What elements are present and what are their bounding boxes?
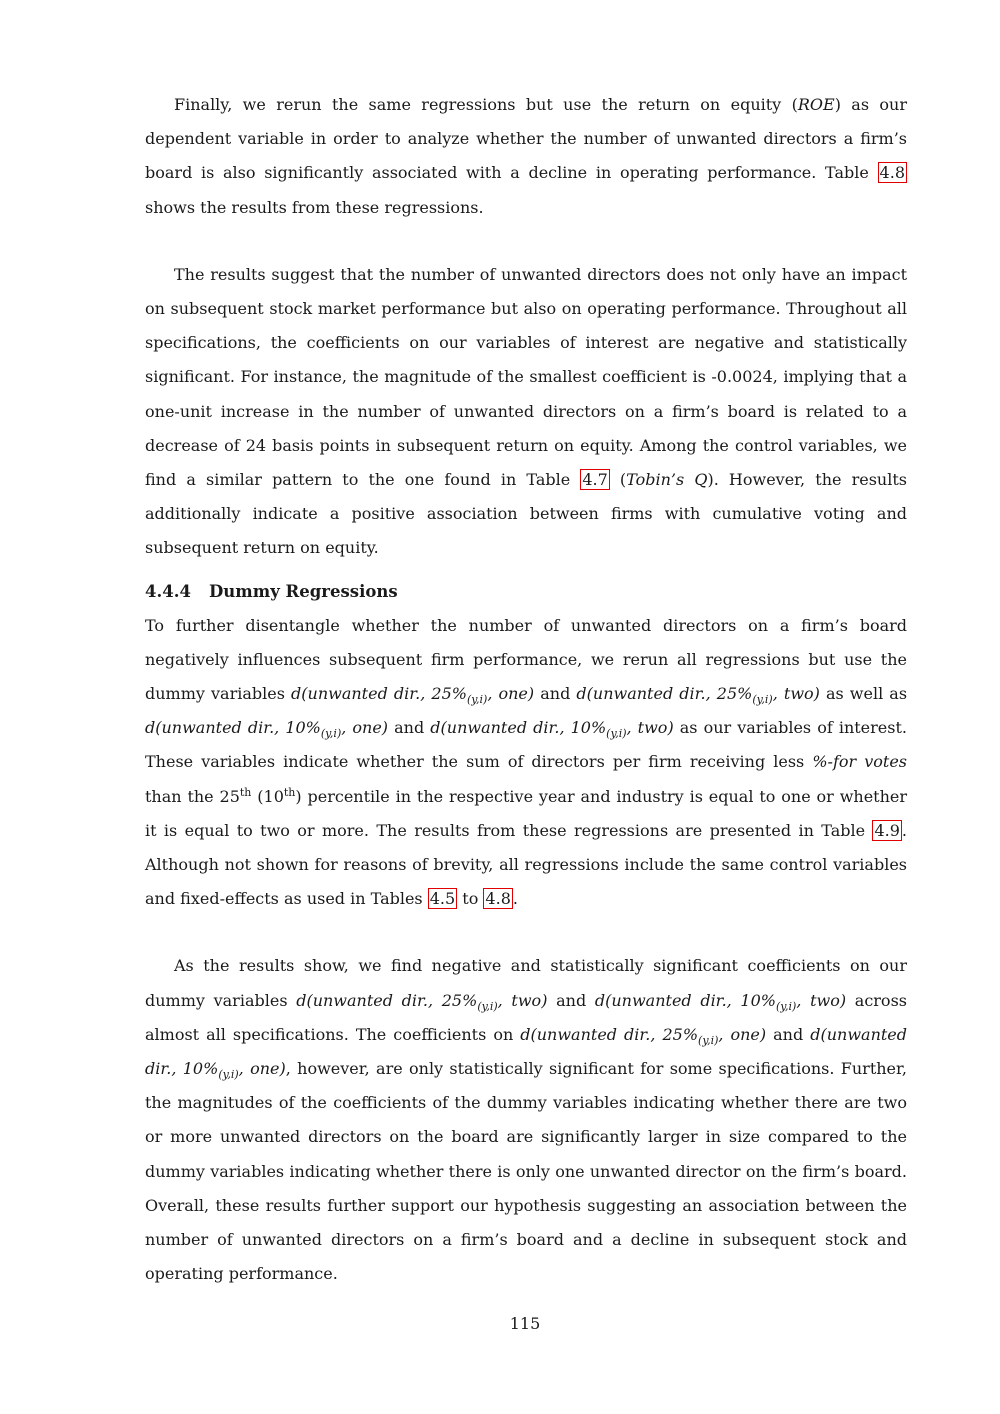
table-ref-4-7-link[interactable]: 4.7: [582, 470, 608, 490]
dummy-variable: [594, 990, 847, 1013]
subscript: (y,i): [320, 727, 342, 741]
text: .: [512, 889, 518, 909]
text: To further disentangle whether the number of unwanted directors on a firm’s board negatively influences subsequent firm performance, we rerun all regressions but use the dummy variables: [145, 615, 907, 704]
text: , two): [626, 718, 674, 738]
text: . Although not shown for reasons of brevity, all regressions include the same control variables and fixed-effects as used in Tables: [145, 820, 907, 909]
text: The results suggest that the number of unwanted directors does not only have an impact on subsequent stock market performance but also on operating performance. Throughout all specifications, the coefficients on our variables of interest are negative and statistically significant. For instance, the magnitude of the smallest coefficient is -0.0024, implying that a one-unit increase in the number of unwanted directors on a firm’s board is related to a decrease of 24 basis points in subsequent return on equity. Among the control variables, we find a similar pattern to the one found in Table: [145, 264, 907, 490]
dummy-variable: [576, 684, 820, 707]
text: d(unwanted dir., 10%: [430, 718, 607, 738]
superscript: th: [239, 785, 252, 799]
dummy-variable: [430, 718, 674, 741]
text: and: [534, 684, 577, 704]
superscript: th: [283, 785, 296, 799]
table-ref-4-8-link[interactable]: 4.8: [879, 163, 905, 183]
subscript: (y,i): [752, 693, 773, 707]
text: ) as our dependent variable in order to analyze whether the number of unwanted directors a firm’s board is also significantly associated with a decline in operating performance. Table: [145, 95, 908, 183]
text: than the 25: [145, 786, 240, 806]
text: , one): [487, 684, 535, 704]
paragraph-roe-results: [145, 258, 907, 566]
text: , one): [718, 1024, 767, 1044]
section-heading: [145, 578, 907, 606]
subscript: (y,i): [698, 1033, 719, 1047]
text: (: [609, 470, 627, 490]
text: to: [457, 889, 484, 909]
roe-variable: ROE: [797, 95, 835, 114]
text: shows the results from these regressions.: [145, 197, 484, 217]
text: and: [547, 990, 595, 1010]
table-ref-4-8-link[interactable]: 4.8: [485, 889, 511, 909]
text: d(unwanted dir., 25%: [296, 990, 478, 1010]
subscript: (y,i): [218, 1068, 239, 1082]
text: ). However, the results additionally indicate a positive association between firms with cumulative voting and subsequent return on equity.: [145, 470, 907, 558]
text: d(unwanted dir., 25%: [576, 684, 753, 704]
page-body: [145, 88, 907, 1292]
text: d(unwanted dir., 10%: [145, 718, 321, 738]
text: , one): [341, 718, 389, 738]
text: ) percentile in the respective year and industry is equal to one or whether it is equal to two or more. The results from these regressions are presented in Table: [145, 786, 908, 840]
paragraph-roe-regressions: [145, 88, 907, 225]
text: , two): [497, 990, 548, 1010]
text: Finally, we rerun the same regressions but use the return on equity (: [174, 95, 798, 114]
text: and: [388, 718, 431, 738]
for-votes-variable: %-for votes: [812, 752, 908, 772]
dummy-variable: [296, 990, 548, 1013]
text: , one): [238, 1059, 286, 1079]
dummy-variable: [520, 1024, 767, 1047]
text: d(unwanted dir., 10%: [145, 1024, 908, 1079]
table-ref-4-5-link[interactable]: 4.5: [429, 889, 456, 909]
subscript: (y,i): [477, 999, 498, 1013]
text: (10: [251, 786, 284, 806]
section-number: 4.4.4: [145, 581, 191, 601]
text: , two): [772, 684, 820, 704]
table-ref-4-9-link[interactable]: 4.9: [874, 820, 900, 840]
subscript: (y,i): [775, 999, 797, 1013]
text: d(unwanted dir., 25%: [520, 1024, 699, 1044]
paragraph-dummy-results: [145, 949, 907, 1291]
text: across almost all specifications. The coefficients on: [145, 990, 907, 1044]
text: As the results show, we find negative and statistically significant coefficients on our dummy variables: [145, 956, 907, 1010]
text: and: [766, 1024, 811, 1044]
section-title: Dummy Regressions: [209, 581, 398, 601]
dummy-variable: [145, 718, 389, 741]
subscript: (y,i): [466, 693, 488, 707]
text: , two): [796, 990, 847, 1010]
paragraph-dummy-regressions: [145, 609, 907, 917]
page-number: 115: [509, 1314, 541, 1333]
text: as well as: [819, 684, 908, 704]
text: d(unwanted dir., 25%: [291, 684, 467, 704]
text: as our variables of interest. These variables indicate whether the sum of directors per firm receiving less: [145, 718, 907, 772]
dummy-variable: [291, 684, 535, 707]
text: d(unwanted dir., 10%: [594, 990, 776, 1010]
text: , however, are only statistically significant for some specifications. Further, the magnitudes of the coefficients of the dummy variables indicating whether there are two or more unwanted directors on the board are significantly larger in size compared to the dummy variables indicating whether there is only one unwanted director on the firm’s board. Overall, these results further support our hypothesis suggesting an association between the number of unwanted directors on a firm’s board and a decline in subsequent stock and operating performance.: [145, 1059, 908, 1284]
tobins-q-variable: Tobin’s Q: [626, 470, 708, 490]
subscript: (y,i): [606, 727, 627, 741]
